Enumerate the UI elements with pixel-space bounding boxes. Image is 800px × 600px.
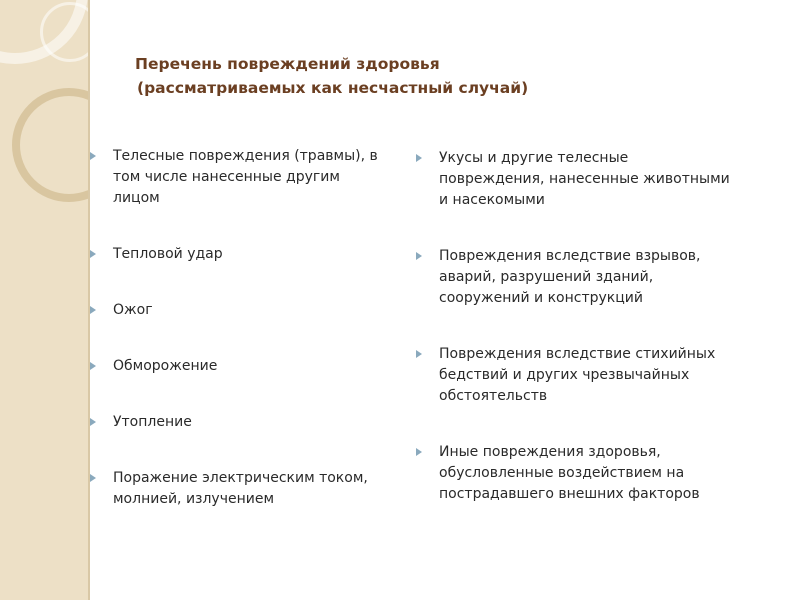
list-item bbox=[90, 300, 395, 321]
list-item bbox=[416, 442, 756, 505]
list-item-text: обусловленные воздействием на bbox=[439, 465, 685, 481]
list-item bbox=[416, 344, 756, 407]
list-item bbox=[90, 468, 395, 510]
list-item-text: Укусы и другие телесные bbox=[439, 150, 629, 166]
list-item-text: пострадавшего внешних факторов bbox=[439, 486, 700, 502]
list-item-text: Тепловой удар bbox=[113, 246, 223, 262]
list-item bbox=[90, 356, 395, 377]
bullet-arrow-icon bbox=[416, 350, 422, 358]
list-item-text: Повреждения вследствие взрывов, bbox=[439, 248, 701, 264]
decorative-ring bbox=[12, 88, 88, 202]
list-item-text: аварий, разрушений зданий, bbox=[439, 269, 654, 285]
list-item bbox=[90, 412, 395, 433]
list-item-text: сооружений и конструкций bbox=[439, 290, 643, 306]
list-item-text: Повреждения вследствие стихийных bbox=[439, 346, 716, 362]
bullet-arrow-icon bbox=[90, 418, 96, 426]
left-bullet-list bbox=[90, 146, 395, 545]
list-item-text: и насекомыми bbox=[439, 192, 545, 208]
right-bullet-list bbox=[416, 148, 756, 540]
list-item-text: обстоятельств bbox=[439, 388, 548, 404]
bullet-arrow-icon bbox=[90, 250, 96, 258]
list-item-text: Поражение электрическим током, bbox=[113, 470, 368, 486]
bullet-arrow-icon bbox=[416, 154, 422, 162]
list-item bbox=[90, 146, 395, 209]
bullet-arrow-icon bbox=[416, 252, 422, 260]
list-item bbox=[416, 148, 756, 211]
list-item-text: повреждения, нанесенные животными bbox=[439, 171, 730, 187]
list-item-text: том числе нанесенные другим bbox=[113, 169, 340, 185]
bullet-arrow-icon bbox=[416, 448, 422, 456]
bullet-arrow-icon bbox=[90, 474, 96, 482]
list-item-text: Телесные повреждения (травмы), в bbox=[113, 148, 378, 164]
slide-title-line-2: (рассматриваемых как несчастный случай) bbox=[137, 79, 529, 97]
bullet-arrow-icon bbox=[90, 306, 96, 314]
list-item-text: Ожог bbox=[113, 302, 153, 318]
slide-title bbox=[100, 52, 600, 100]
list-item-text: бедствий и других чрезвычайных bbox=[439, 367, 690, 383]
list-item-text: Утопление bbox=[113, 414, 192, 430]
list-item-text: молнией, излучением bbox=[113, 491, 275, 507]
list-item bbox=[90, 244, 395, 265]
list-item-text: Обморожение bbox=[113, 358, 218, 374]
decorative-sidebar bbox=[0, 0, 88, 600]
bullet-arrow-icon bbox=[90, 362, 96, 370]
list-item-text: Иные повреждения здоровья, bbox=[439, 444, 661, 460]
list-item-text: лицом bbox=[113, 190, 160, 206]
list-item bbox=[416, 246, 756, 309]
bullet-arrow-icon bbox=[90, 152, 96, 160]
slide-title-line-1: Перечень повреждений здоровья bbox=[135, 55, 440, 73]
